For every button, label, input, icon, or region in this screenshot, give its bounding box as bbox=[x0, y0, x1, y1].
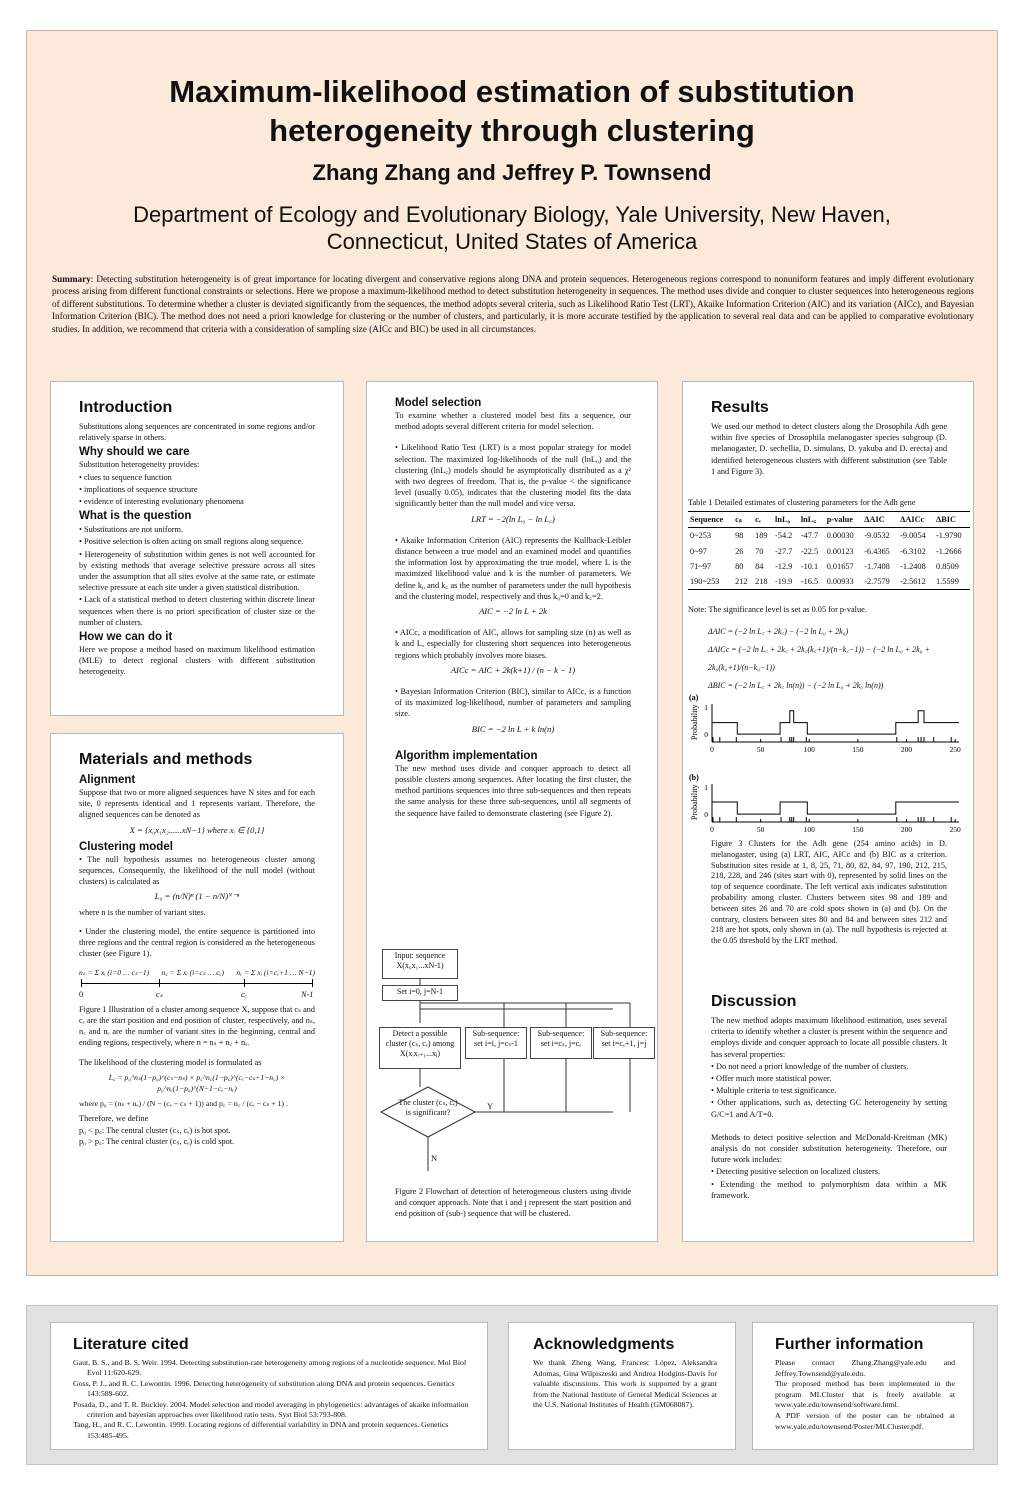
table-cell: 71~97 bbox=[690, 561, 712, 571]
model-selection-panel bbox=[366, 381, 658, 1242]
null-text: • The null hypothesis assumes no heterogeneous cluster among sequences. Consequently, the likelihood of the null model (without clusters) is calculated as bbox=[79, 854, 315, 887]
table-col: p-value bbox=[826, 515, 853, 525]
figure-3b-chart bbox=[687, 772, 969, 844]
table-cell: 98 bbox=[735, 531, 744, 541]
alignment-heading: Alignment bbox=[79, 774, 136, 786]
sum-nc: n꜀ = Σ xᵢ (i=cₛ … cₑ) bbox=[161, 968, 225, 978]
table-cell: 0.8509 bbox=[936, 561, 959, 571]
table-cell: -9.0054 bbox=[900, 531, 926, 541]
introduction-heading: Introduction bbox=[79, 399, 173, 416]
fig1-tick bbox=[81, 979, 82, 987]
table-cell: -47.7 bbox=[800, 531, 819, 541]
figure-3-panel-label: (a) bbox=[689, 693, 699, 702]
figure-3-y-tick-label: 1 bbox=[704, 702, 708, 712]
equation-delta-aicc: ΔAICc = (−2 ln L꜀ + 2k꜀ + 2k꜀(k꜀+1)/(n−k꜀−1)) − (−2 ln L₀ + 2k₀ + 2k₀(k₀+1)/(n−k₀−1)) bbox=[708, 645, 930, 673]
future-item: • Extending the method to polymorphism data within a MK framework. bbox=[711, 1179, 947, 1200]
equation-aicc: AICc = AIC + 2k(k+1) / (n − k − 1) bbox=[450, 664, 576, 675]
aicc-text: • AICc, a modification of AIC, allows for sampling size (n) as well as k and L, especially for clustering short sequences into heterogeneous regions which probably involves more biases. bbox=[395, 628, 631, 660]
figure-3-y-tick-label: 0 bbox=[704, 730, 708, 740]
table-1-caption: Table 1 Detailed estimates of clustering parameters for the Adh gene bbox=[688, 498, 916, 507]
table-cell: 80 bbox=[735, 561, 744, 571]
acknowledgments-text: We thank Zheng Wang, Francesc López, Aleksandra Adomas, Gina Wilpiszeski and Andrea Hodgins-Davis for valuable discussions. This work is supported by a grant from the National Institute of General Medical Sciences at the U.S. National Institutes of Health (GM068087). bbox=[533, 1358, 717, 1410]
figure-1 bbox=[79, 963, 315, 1005]
authors: Zhang Zhang and Jeffrey P. Townsend bbox=[312, 160, 712, 185]
flow-detect-box: Detect a possible cluster (cₛ, cₑ) among X(xᵢxᵢ₊₁...xⱼ) bbox=[379, 1027, 461, 1069]
figure-3-x-tick-label: 100 bbox=[803, 825, 815, 834]
flow-sub3-box: Sub-sequence: set i=cₑ+1, j=j bbox=[593, 1027, 655, 1059]
clustering-text: • Under the clustering model, the entire sequence is partitioned into three regions and the central region is considered as the heterogeneous cluster (see Figure 1). bbox=[79, 926, 315, 959]
reference: Posada, D., and T. R. Buckley. 2004. Model selection and model averaging in phylogenetics: advantages of akaike information criterion and bayesian approaches over likelihood ratio tests. Syst Biol 53:793-808. bbox=[73, 1399, 469, 1420]
pdf-text: A PDF version of the poster can be obtained at www.yale.edu/townsend/Poster/MLCluster.pdf. bbox=[775, 1410, 955, 1431]
fig1-tick-label: 0 bbox=[79, 990, 84, 1000]
fig1-tick bbox=[244, 979, 245, 987]
flow-no-label: N bbox=[431, 1153, 438, 1163]
table-cell: -19.9 bbox=[775, 577, 793, 587]
where-p: where p₀ = (nₛ + nₑ) / (N − (cₑ − cₛ + 1)) and p꜀ = n꜀ / (cₑ − cₛ + 1) . bbox=[79, 1099, 288, 1109]
discussion-text: The new method adopts maximum likelihood estimation, uses several criteria to identify whether a cluster is present within the sequence and employs divide and conquer approach to locate all possible clusters. It has several properties: bbox=[711, 1016, 947, 1059]
figure-1-caption: Figure 1 Illustration of a cluster among sequence X, suppose that cₛ and cₑ are the start position and end position of cluster, respectively, and nₛ, n꜀ and nₑ are the number of variant sites in the beginning, central and ending regions, respectively, where n = nₛ + n꜀ + nₑ. bbox=[79, 1005, 315, 1047]
what-item: • Heterogeneity of substitution within genes is not well accounted for by existing methods that average selective pressure across all sites under the assumption that all sites evolve at the same rate, or estimate selective pressure at each site under a given statistical distribution. bbox=[79, 549, 315, 593]
figure-3-cluster-line bbox=[712, 802, 959, 814]
table-row bbox=[688, 574, 970, 590]
affiliation-line-2: Connecticut, United States of America bbox=[326, 229, 698, 254]
table-cell: 0.01657 bbox=[826, 561, 854, 571]
acknowledgments-panel bbox=[508, 1322, 736, 1450]
table-col: ΔAIC bbox=[864, 515, 885, 525]
figure-3-x-tick-label: 250 bbox=[949, 745, 961, 754]
equation-delta-bic: ΔBIC = (−2 ln L꜀ + 2k꜀ ln(n)) − (−2 ln L₀ + 2k₀ ln(n)) bbox=[708, 681, 884, 691]
table-col: lnL꜀ bbox=[800, 515, 817, 525]
equation-lc: L꜀ = p₀^nₛ(1−p₀)^(cₛ−nₛ) × p꜀^n꜀(1−p꜀)^(cₑ−cₛ+1−n꜀) × p₀^nₑ(1−p₀)^(N−1−cₑ−nₑ) bbox=[108, 1072, 286, 1094]
flow-input-box: Input: sequence X(x₀x₁...xN-1) bbox=[382, 949, 458, 979]
figure-3-x-tick-label: 100 bbox=[803, 745, 815, 754]
figure-3-x-tick-label: 50 bbox=[756, 745, 765, 754]
figure-3-ylabel: Probability bbox=[690, 704, 699, 740]
table-cell: -2.7579 bbox=[864, 577, 890, 587]
table-header-row bbox=[688, 512, 970, 528]
cold-spot-def: p₀ > p꜀: The central cluster (cₛ, cₑ) is cold spot. bbox=[79, 1136, 235, 1146]
literature-heading: Literature cited bbox=[73, 1336, 189, 1353]
bic-text: • Bayesian Information Criterion (BIC), similar to AICc, is a function of its maximized log-likelihood, number of parameters and sampling size. bbox=[395, 687, 631, 719]
literature-panel bbox=[50, 1322, 488, 1450]
methods-heading: Materials and methods bbox=[79, 751, 253, 768]
table-cell: 0~97 bbox=[690, 546, 707, 556]
how-heading: How we can do it bbox=[79, 631, 173, 644]
hot-spot-def: p₀ < p꜀: The central cluster (cₛ, cₑ) is hot spot. bbox=[79, 1125, 231, 1135]
alignment-text: Suppose that two or more aligned sequences have N sites and for each site, 0 represents identical and 1 represents variant. Therefore, the aligned sequences can be denoted as bbox=[79, 788, 315, 820]
figure-3-x-tick-label: 0 bbox=[710, 745, 714, 754]
table-cell: 1.5599 bbox=[936, 577, 959, 587]
table-cell: -16.5 bbox=[800, 577, 819, 587]
why-lead: Substitution heterogeneity provides: bbox=[79, 460, 200, 470]
figure-3-x-tick-label: 0 bbox=[710, 825, 714, 834]
discussion-item: • Offer much more statistical power. bbox=[711, 1074, 832, 1084]
how-text: Here we propose a method based on maximum likelihood estimation (MLE) to detect regional clusters with different substitution heterogeneity. bbox=[79, 645, 315, 677]
contact-text: Please contact Zhang.Zhang@yale.edu and Jeffrey.Townsend@yale.edu. bbox=[775, 1358, 955, 1378]
intro-text: Substitutions along sequences are concentrated in some regions and/or relatively sparse in others. bbox=[79, 422, 315, 443]
table-cell: -10.1 bbox=[800, 561, 819, 571]
table-cell: 26 bbox=[735, 546, 744, 556]
figure-3-ylabel: Probability bbox=[690, 784, 699, 820]
table-cell: -9.0532 bbox=[864, 531, 890, 541]
table-cell: -1.2666 bbox=[936, 546, 962, 556]
affiliation bbox=[0, 201, 1024, 255]
table-cell: -54.2 bbox=[775, 531, 793, 541]
table-cell: 0.00933 bbox=[826, 577, 854, 587]
table-col: cₛ bbox=[735, 515, 742, 525]
table-cell: 212 bbox=[735, 577, 748, 587]
where-n: where n is the number of variant sites. bbox=[79, 907, 206, 917]
equation-bic: BIC = −2 ln L + k ln(n) bbox=[471, 723, 555, 734]
discussion-future-text: Methods to detect positive selection and McDonald-Kreitman (MK) analysis do not consider substitution heterogeneity. Therefore, our future work includes: bbox=[711, 1132, 947, 1165]
reference: Goss, P. J., and R. C. Lewontin. 1996. Detecting heterogeneity of substitution along DNA and protein sequences. Genetics 143:589-602. bbox=[73, 1378, 455, 1399]
figure-3a-chart bbox=[687, 692, 969, 764]
summary-text: : Detecting substitution heterogeneity is of great importance for locating divergent and conservative regions along DNA and protein sequences. Heterogeneous regions correspond to nonuniform features and imply different evolutionary process arising from different functional constraints or selections. Here we propose a maximum-likelihood method to detect substitution heterogeneity in sequences. The method uses divide and conquer to cluster sequences into heterogeneous regions of different substitutions. To determine whether a cluster is deviated significantly from the sequences, the method adopts several criteria, such as Likelihood Ratio Test (LRT), Akaike Information Criterion (AIC) and its variation (AICc), and Bayesian Information Criterion (BIC). The method does not need a priori knowledge for clustering or the number of clusters, and particularly, it is more accurate testified by the application to several real data and can be applied to comparative evolutionary studies. In addition, we recommend that criteria with a consideration of sampling size (AICc and BIC) be used in all circumstances. bbox=[52, 274, 974, 334]
model-selection-heading: Model selection bbox=[395, 397, 482, 409]
table-col: cₑ bbox=[755, 515, 761, 525]
figure-3-y-tick-label: 0 bbox=[704, 810, 708, 820]
what-item: • Positive selection is often acting on small regions along sequence. bbox=[79, 537, 304, 547]
results-panel bbox=[682, 381, 974, 1242]
table-row bbox=[688, 559, 970, 574]
what-item: • Lack of a statistical method to detect clustering within discrete linear sequences when there is no priori specification of cluster size or the number of clusters. bbox=[79, 595, 315, 627]
reference: Tang, H., and R. C. Lewontin. 1999. Locating regions of differential variability in DNA and protein sequences. Genetics 153:485-495. bbox=[73, 1420, 449, 1440]
table-cell: 0~253 bbox=[690, 531, 712, 541]
why-item: • implications of sequence structure bbox=[79, 484, 198, 494]
flow-sub2-box: Sub-sequence: set i=cₛ, j=cₑ bbox=[530, 1027, 592, 1059]
figure-3-y-tick-label: 1 bbox=[704, 782, 708, 792]
equation-lrt: LRT = −2(ln L₀ − ln L꜀) bbox=[471, 513, 555, 524]
figure-2-caption: Figure 2 Flowchart of detection of heterogeneous clusters using divide and conquer approach. Note that i and j represent the start position and end position of (sub-) sequence that will be clustered. bbox=[395, 1187, 631, 1218]
figure-3-cluster-line bbox=[712, 711, 959, 734]
discussion-item: • Other applications, such as, detecting GC heterogeneity by setting G/C=1 and A/T=0. bbox=[711, 1098, 947, 1119]
table-cell: 70 bbox=[755, 546, 764, 556]
discussion-heading: Discussion bbox=[711, 993, 797, 1010]
table-col: lnL₀ bbox=[775, 515, 790, 525]
equation-delta-aic: ΔAIC = (−2 ln L꜀ + 2k꜀) − (−2 ln L₀ + 2k₀) bbox=[708, 627, 849, 637]
figure-3-caption: Figure 3 Clusters for the Adh gene (254 amino acids) in D. melanogaster, using (a) LRT, AIC, AICc and (b) BIC as a criterion. Substitution sites reside at 1, 8, 25, 71, 80, 82, 84, 97, 190, 212, 215, 218, 228, and 246 (sites start with 0), represented by solid lines on the top of sequence coordinate. The left vertical axis indicates substitution probability among cluster. Clusters between sites 98 and 189 and between sites 26 and 70 are cold spots shown in (a) and (b). On the contrary, clusters between sites 80 and 84 and between sites 212 and 218 are hot spots, only shown in (a). The null hypothesis is rejected at the 0.05 threshold by the LRT method. bbox=[711, 839, 947, 946]
equation-x: X = {x₀x₁x₂......xN−1} where xᵢ ∈ {0,1} bbox=[129, 824, 265, 835]
fig1-tick-label: cₛ bbox=[156, 990, 163, 1000]
table-col: ΔBIC bbox=[936, 515, 956, 525]
fig1-tick bbox=[159, 979, 160, 987]
summary-label: Summary bbox=[52, 274, 91, 284]
fig1-tick-label: N-1 bbox=[301, 990, 314, 1000]
future-item: • Detecting positive selection on localized clusters. bbox=[711, 1167, 881, 1177]
fig1-tick-label: cₑ bbox=[241, 990, 247, 1000]
reference: Gaut, B. S., and B. S. Weir. 1994. Detecting substitution-rate heterogeneity among regions of a nucleotide sequence. Mol Biol Evol 11:620-629. bbox=[73, 1358, 467, 1378]
table-cell: -2.5612 bbox=[900, 577, 926, 587]
table-cell: 218 bbox=[755, 577, 768, 587]
table-cell: -6.3102 bbox=[900, 546, 926, 556]
flow-set-box: Set i=0, j=N-1 bbox=[382, 985, 458, 1001]
summary bbox=[52, 273, 974, 335]
results-text: We used our method to detect clusters along the Drosophila Adh gene within five species of Drosophila melanogaster species subgroup (D. melanogaster, D. sechellia, D. simulans, D. yakuba and D. erecta) and identified heterogeneous clusters with different substitution (see Table 1 and Figure 3). bbox=[711, 422, 947, 476]
figure-3-x-tick-label: 50 bbox=[756, 825, 765, 834]
poster-title bbox=[0, 72, 1024, 150]
figure-3-x-tick-label: 200 bbox=[900, 825, 913, 834]
table-cell: 189 bbox=[755, 531, 768, 541]
figure-3-x-tick-label: 150 bbox=[852, 825, 864, 834]
table-cell: -1.7408 bbox=[864, 561, 890, 571]
likelihood-text: The likelihood of the clustering model is formulated as bbox=[79, 1057, 262, 1067]
methods-panel bbox=[50, 733, 344, 1242]
define-text: Therefore, we define bbox=[79, 1114, 149, 1124]
table-cell: -6.4365 bbox=[864, 546, 890, 556]
table-cell: 190~253 bbox=[690, 577, 720, 587]
table-note: Note: The significance level is set as 0.05 for p-value. bbox=[688, 605, 867, 615]
why-item: • evidence of interesting evolutionary phenomena bbox=[79, 497, 244, 507]
figure-3-x-tick-label: 150 bbox=[852, 745, 864, 754]
figure-3-x-tick-label: 250 bbox=[949, 825, 961, 834]
table-cell: -1.9790 bbox=[936, 531, 962, 541]
discussion-item: • Do not need a priori knowledge of the number of clusters. bbox=[711, 1061, 909, 1071]
equation-aic: AIC = −2 ln L + 2k bbox=[479, 606, 547, 617]
table-col: ΔAICc bbox=[900, 515, 925, 525]
algorithm-heading: Algorithm implementation bbox=[395, 749, 538, 762]
acknowledgments-heading: Acknowledgments bbox=[533, 1336, 675, 1353]
table-cell: 84 bbox=[755, 561, 764, 571]
figure-3-panel-label: (b) bbox=[689, 773, 699, 782]
figure-2-flowchart bbox=[377, 949, 653, 1181]
algorithm-text: The new method uses divide and conquer approach to detect all possible clusters among sequences. After locating the first cluster, the method partitions sequences into three sub-sequences and then repeats the same analysis for these three sub-sequences, until all segments of the sequence have failed to demonstrate clustering (see Figure 2). bbox=[395, 763, 631, 818]
table-1 bbox=[688, 511, 970, 590]
table-row bbox=[688, 528, 970, 544]
clustering-heading: Clustering model bbox=[79, 840, 173, 853]
title-line-2: heterogeneity through clustering bbox=[269, 113, 755, 148]
table-cell: -27.7 bbox=[775, 546, 793, 556]
what-heading: What is the question bbox=[79, 510, 192, 523]
introduction-panel bbox=[50, 381, 344, 716]
model-intro: To examine whether a clustered model best fits a sequence, our method adopts several different criteria for model selection. bbox=[395, 411, 631, 432]
further-info-panel bbox=[752, 1322, 974, 1450]
table-col: Sequence bbox=[690, 515, 724, 525]
affiliation-line-1: Department of Ecology and Evolutionary Biology, Yale University, New Haven, bbox=[133, 202, 891, 227]
results-heading: Results bbox=[711, 399, 769, 416]
what-item: • Substitutions are not uniform. bbox=[79, 525, 184, 535]
discussion-item: • Multiple criteria to test significance. bbox=[711, 1086, 837, 1096]
table-row bbox=[688, 544, 970, 559]
software-text: The proposed method has been implemented in the program MLCluster that is freely available at www.yale.edu/townsend/software.html. bbox=[775, 1379, 955, 1410]
fig1-tick bbox=[312, 979, 313, 987]
further-info-heading: Further information bbox=[775, 1336, 924, 1353]
flow-sub1-box: Sub-sequence: set i=i, j=cₛ-1 bbox=[465, 1027, 527, 1059]
equation-l0: L₀ = (n/N)ⁿ (1 − n/N)ᴺ⁻ⁿ bbox=[154, 891, 240, 902]
why-item: • clues to sequence function bbox=[79, 472, 172, 482]
flow-decision: The cluster (cₛ, cₑ) is significant? bbox=[398, 1098, 458, 1117]
title-line-1: Maximum-likelihood estimation of substitution bbox=[169, 74, 855, 109]
figure-3-x-tick-label: 200 bbox=[900, 745, 913, 754]
flow-yes-label: Y bbox=[487, 1101, 494, 1111]
why-heading: Why should we care bbox=[79, 446, 190, 459]
fig1-axis-line bbox=[81, 983, 313, 984]
lrt-text: • Likelihood Ratio Test (LRT) is a most popular strategy for model selection. The maximized log-likelihoods of the null (lnL₀) and the clustering (lnL꜀) models should be asymptotically distributed as a χ² with two degrees of freedom. That is, the p-value < the significance level (usually 0.05), indicates that the clustering model fits the data significantly better than the null model and vice versa. bbox=[395, 443, 631, 509]
table-cell: 0.00030 bbox=[826, 531, 854, 541]
table-cell: -1.2408 bbox=[900, 561, 926, 571]
aic-text: • Akaike Information Criterion (AIC) represents the Kullback-Leibler distance between a true model and an examined model and quantifies the information lost by approximating the true model, where L is the maximized likelihood value and k is the number of parameters. We define k₀ and k꜀ as the number of parameters under the null hypothesis and the clustering model, respectively and thus k₀=0 and k꜀=2. bbox=[395, 535, 631, 601]
table-cell: -12.9 bbox=[775, 561, 793, 571]
sum-ne: nₑ = Σ xᵢ (i=cₑ+1 … N−1) bbox=[236, 968, 315, 978]
table-cell: -22.5 bbox=[800, 546, 819, 556]
sum-ns: nₛ = Σ xᵢ (i=0 … cₛ−1) bbox=[79, 968, 150, 978]
table-cell: 0.00123 bbox=[826, 546, 854, 556]
